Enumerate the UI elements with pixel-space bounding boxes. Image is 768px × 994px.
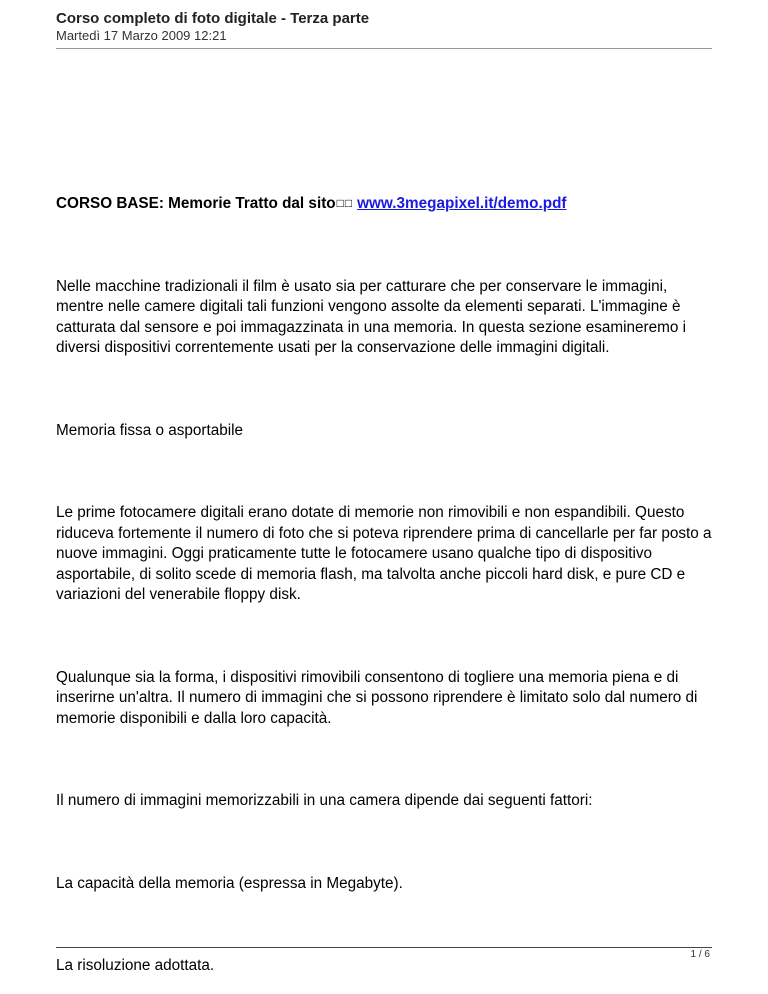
paragraph-subheading: Memoria fissa o asportabile [56, 421, 244, 439]
page-header [56, 10, 712, 44]
document-date: Martedì 17 Marzo 2009 12:21 [56, 28, 227, 43]
page-number: 1 / 6 [690, 949, 710, 960]
header-divider [56, 48, 712, 49]
list-item-resolution: La risoluzione adottata. [56, 957, 215, 974]
article-body [56, 193, 716, 977]
paragraph-intro: Nelle macchine tradizionali il film è usato sia per catturare che per conservare le immagini, mentre nelle camere digitali tali funzioni vengono assolte da elementi separati. L'immagine è catturata dal sensore e poi immagazzinata in una memoria. In questa sezione esamineremo i diversi dispositivi correntemente usati per la conservazione delle immagini digitali. [56, 277, 687, 356]
document-title: Corso completo di foto digitale - Terza parte [56, 10, 370, 27]
article-heading-text: CORSO BASE: Memorie Tratto dal sito [56, 195, 336, 212]
paragraph-removable: Qualunque sia la forma, i dispositivi rimovibili consentono di togliere una memoria piena e di inserirne un'altra. Il numero di immagini che si possono riprendere è limitato solo dal numero di memorie disponibili e dalla loro capacità. [56, 668, 698, 727]
paragraph-early-cameras: Le prime fotocamere digitali erano dotate di memorie non rimovibili e non espandibili. Questo riduceva fortemente il numero di foto che si poteva riprendere prima di cancellarle per far posto a nuove immagini. Oggi praticamente tutte le fotocamere usano qualche tipo di dispositivo asportabile, di solito scede di memoria flash, ma talvolta anche piccoli hard disk, e pure CD e variazioni del venerabile floppy disk. [56, 504, 712, 603]
list-item-capacity: La capacità della memoria (espressa in Megabyte). [56, 874, 403, 892]
article-heading [56, 193, 716, 215]
paragraph-factors: Il numero di immagini memorizzabili in una camera dipende dai seguenti fattori: [56, 792, 593, 809]
footer-divider [56, 947, 712, 948]
missing-glyph-icon: □□ [336, 196, 354, 210]
source-link[interactable]: www.3megapixel.it/demo.pdf [357, 195, 567, 212]
